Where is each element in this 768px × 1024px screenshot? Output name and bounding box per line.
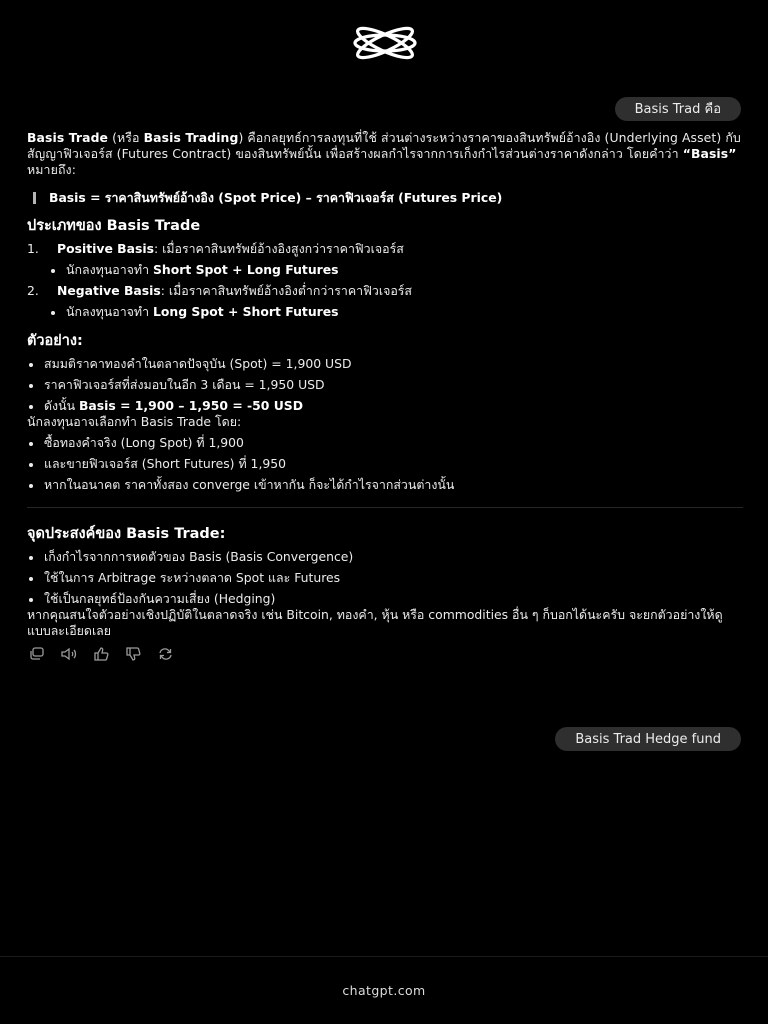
- thumbs-down-icon[interactable]: [124, 647, 143, 661]
- type-strategy: [49, 304, 743, 320]
- investor-intro: นักลงทุนอาจเลือกทำ Basis Trade โดย:: [27, 414, 242, 429]
- intro-text: ) คือกลยุทธ์การลงทุนที่ใช้ ส่วนต่างระหว่างราคาของสินทรัพย์อ้างอิง (Underlying Asset) กับ สัญญาฟิวเจอร์ส (Futures Contract) ของสินทรัพย์นั้น เพื่อสร้างผลกำไรจากการเก็งกำไรส่วนต่างราคาดังกล่าว โดยคำว่า: [27, 130, 741, 161]
- list-item: และขายฟิวเจอร์ส (Short Futures) ที่ 1,950: [27, 456, 743, 472]
- user-message-bubble: [555, 727, 741, 751]
- user-message-text: Basis Trad คือ: [634, 102, 721, 117]
- term-basis-trading: Basis Trading: [143, 130, 239, 145]
- intro-text: หมายถึง:: [27, 162, 76, 177]
- list-item: สมมติราคาทองคำในตลาดปัจจุบัน (Spot) = 1,900 USD: [27, 356, 743, 372]
- thumbs-up-icon[interactable]: [92, 647, 111, 661]
- list-item: ราคาฟิวเจอร์สที่ส่งมอบในอีก 3 เดือน = 1,950 USD: [27, 377, 743, 393]
- divider: [27, 507, 743, 508]
- type-description: : เมื่อราคาสินทรัพย์อ้างอิงต่ำกว่าราคาฟิวเจอร์ส: [160, 283, 412, 298]
- list-item: หากในอนาคต ราคาทั้งสอง converge เข้าหากัน ก็จะได้กำไรจากส่วนต่างนั้น: [27, 477, 743, 493]
- assistant-message: [27, 130, 743, 661]
- regenerate-icon[interactable]: [156, 647, 175, 661]
- type-sub-list: [49, 304, 743, 320]
- term-basis: “Basis”: [682, 146, 737, 161]
- term-basis-trade: Basis Trade: [27, 130, 109, 145]
- message-actions: [28, 647, 743, 661]
- types-list: [27, 241, 743, 320]
- intro-text: (หรือ: [108, 130, 144, 145]
- type-name: Negative Basis: [57, 283, 161, 298]
- type-description: : เมื่อราคาสินทรัพย์อ้างอิงสูงกว่าราคาฟิวเจอร์ส: [153, 241, 404, 256]
- copy-icon[interactable]: [28, 647, 47, 661]
- intro-paragraph: [27, 130, 743, 178]
- footer-divider: [0, 956, 768, 957]
- list-number: 1.: [27, 241, 39, 256]
- type-strategy: [49, 262, 743, 278]
- list-item: ใช้เป็นกลยุทธ์ป้องกันความเสี่ยง (Hedging): [27, 591, 743, 607]
- type-item: [27, 241, 743, 278]
- example-list: [27, 356, 743, 414]
- user-message-text: Basis Trad Hedge fund: [575, 732, 721, 747]
- type-sub-list: [49, 262, 743, 278]
- list-number: 2.: [27, 283, 39, 298]
- closing-paragraph: หากคุณสนใจตัวอย่างเชิงปฏิบัติในตลาดจริง เช่น Bitcoin, ทองคำ, หุ้น หรือ commodities อื่น ๆ ก็บอกได้นะครับ จะยกตัวอย่างให้ดูแบบละเอียดเลย: [27, 607, 723, 638]
- list-item: ใช้ในการ Arbitrage ระหว่างตลาด Spot และ Futures: [27, 570, 743, 586]
- investor-list: [27, 435, 743, 493]
- type-name: Positive Basis: [57, 241, 154, 256]
- conclusion-text: ดังนั้น: [44, 398, 79, 413]
- strategy-text: นักลงทุนอาจทำ: [66, 262, 153, 277]
- user-message-bubble: [615, 97, 741, 121]
- strategy-name: Long Spot + Short Futures: [152, 304, 339, 319]
- list-item: เก็งกำไรจากการหดตัวของ Basis (Basis Convergence): [27, 549, 743, 565]
- footer-domain[interactable]: chatgpt.com: [342, 983, 426, 998]
- list-item: [27, 398, 743, 414]
- basis-formula-quote: Basis = ราคาสินทรัพย์อ้างอิง (Spot Price) – ราคาฟิวเจอร์ส (Futures Price): [33, 192, 743, 204]
- types-heading: ประเภทของ Basis Trade: [27, 218, 201, 234]
- list-item: ซื้อทองคำจริง (Long Spot) ที่ 1,900: [27, 435, 743, 451]
- example-heading: ตัวอย่าง:: [27, 333, 83, 349]
- basis-result: Basis = 1,900 – 1,950 = -50 USD: [78, 398, 303, 413]
- type-item: [27, 283, 743, 320]
- read-aloud-icon[interactable]: [60, 647, 79, 661]
- strategy-text: นักลงทุนอาจทำ: [66, 304, 153, 319]
- purpose-heading: จุดประสงค์ของ Basis Trade:: [27, 526, 226, 542]
- openai-logo-icon: [347, 22, 423, 64]
- strategy-name: Short Spot + Long Futures: [152, 262, 339, 277]
- purpose-list: [27, 549, 743, 607]
